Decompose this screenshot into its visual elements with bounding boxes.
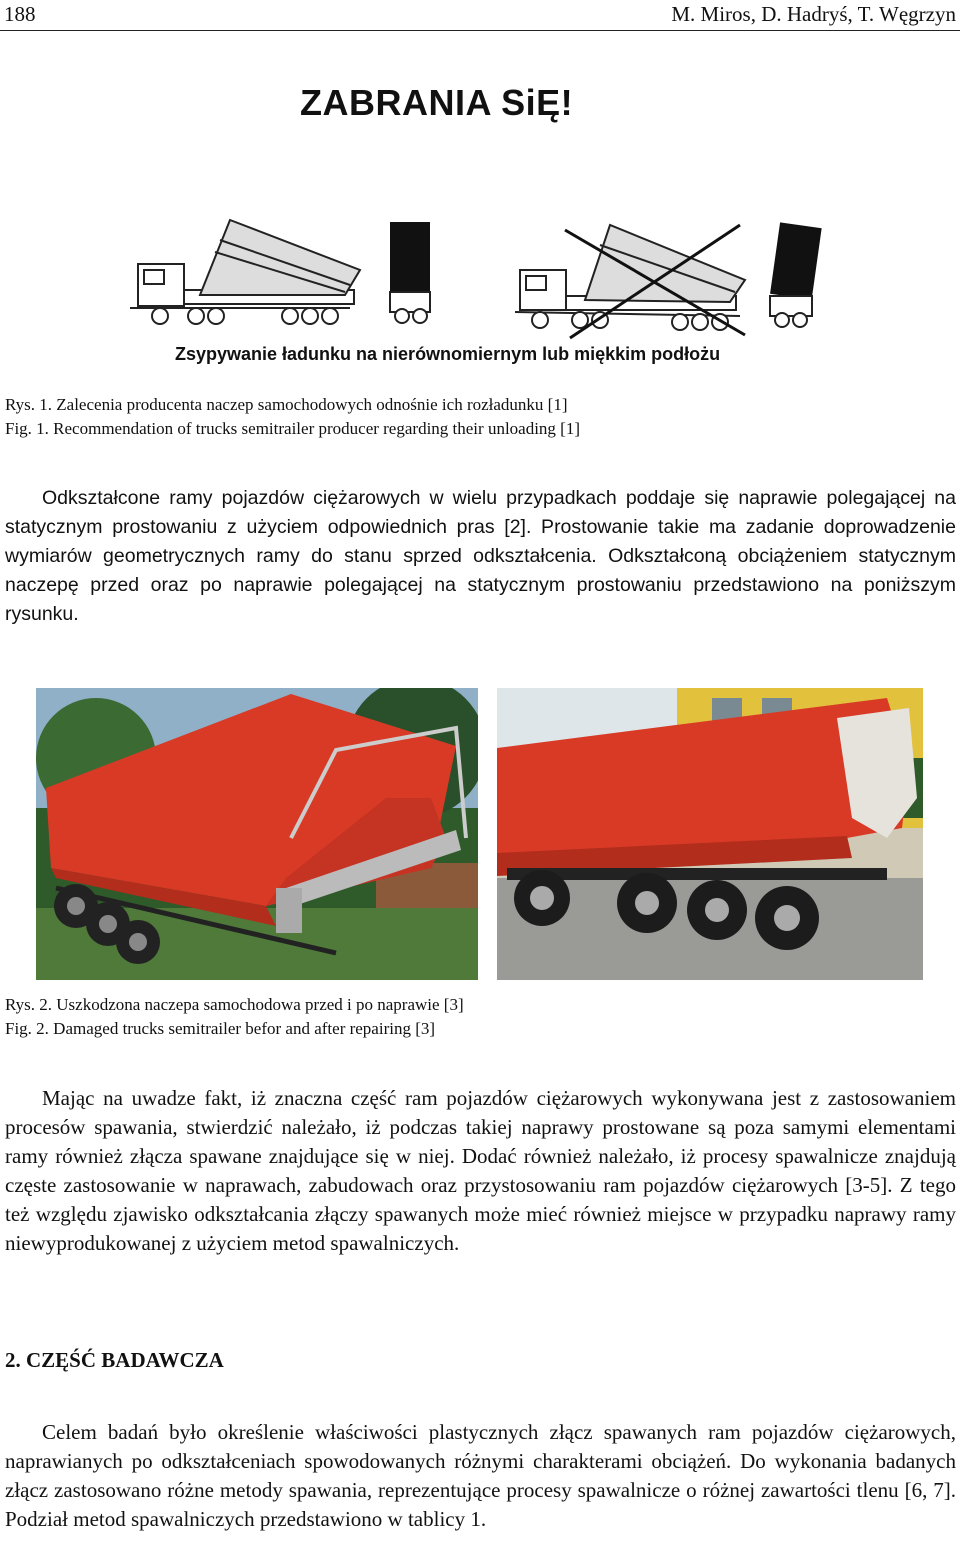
figure-2-caption-pl: Rys. 2. Uszkodzona naczepa samochodowa przed i po naprawie [3] [5,995,464,1014]
header-rule [0,30,960,31]
page-number: 188 [4,2,36,26]
tipper-truck-left [130,220,360,324]
drawing-caption: Zsypywanie ładunku na nierównomiernym lub miękkim podłożu [175,344,721,364]
box-van-left [390,222,430,323]
paragraph-2-text: Mając na uwadze fakt, iż znaczna część ram pojazdów ciężarowych wykonywana jest z zastosowaniem procesów spawania, stwierdzić należało, iż podczas takiej naprawy prostowane są poza samymi elementami ramy również złącza spawane znajdujące się w niej. Dodać również należało, iż procesy spawalnicze znajdują częste zastosowanie w naprawach, zabudowach oraz przystosowaniu ram pojazdów ciężarowych [3-5]. Z tego też względu zjawisko odkształcania złączy spawanych może mieć również miejsce w przypadku naprawy ramy niewyprodukowanej z użyciem metod spawalniczych. [5,1086,956,1255]
section-title: 2. CZĘŚĆ BADAWCZA [5,1348,224,1372]
photo-repaired-trailer [497,688,923,980]
tipper-drawings [120,60,840,380]
paragraph-3-text: Celem badań było określenie właściwości plastycznych złącz spawanych ram pojazdów ciężarowych, naprawianych po odkształceniach spowodowanych różnymi charakterami obciążeń. Do wykonania badanych złącz zastosowano różne metody spawania, reprezentujące procesy spawalnicze o różnej zawartości tlenu [6, 7]. Podział metod spawalniczych przedstawiono w tablicy 1. [5,1420,956,1531]
paragraph-3 [5,1418,956,1534]
box-van-right [770,222,822,327]
figure-1-caption-pl: Rys. 1. Zalecenia producenta naczep samochodowych odnośnie ich rozładunku [1] [5,395,568,414]
warning-title: ZABRANIA SiĘ! [300,82,574,123]
figure-1 [120,60,840,380]
authors: M. Miros, D. Hadryś, T. Węgrzyn [671,2,956,26]
photo-damaged-trailer [36,688,478,980]
running-header [4,2,956,28]
paragraph-1-text: Odkształcone ramy pojazdów ciężarowych w wielu przypadkach poddaje się naprawie polegającej na statycznym prostowaniu z użyciem odpowiednich pras [2]. Prostowanie takie ma zadanie doprowadzenie wymiarów geometrycznych ramy do stanu sprzed odkształcenia. Odkształconą obciążeniem statycznym naczepę przed oraz po naprawie polegającej na statycznym prostowaniu przedstawiono na poniższym rysunku. [5,487,956,625]
paragraph-1 [5,484,956,629]
figure-2-caption-en: Fig. 2. Damaged trucks semitrailer befor and after repairing [3] [5,1019,436,1038]
figure-1-caption-en: Fig. 1. Recommendation of trucks semitrailer producer regarding their unloading [1] [5,419,581,438]
paragraph-2 [5,1084,956,1258]
